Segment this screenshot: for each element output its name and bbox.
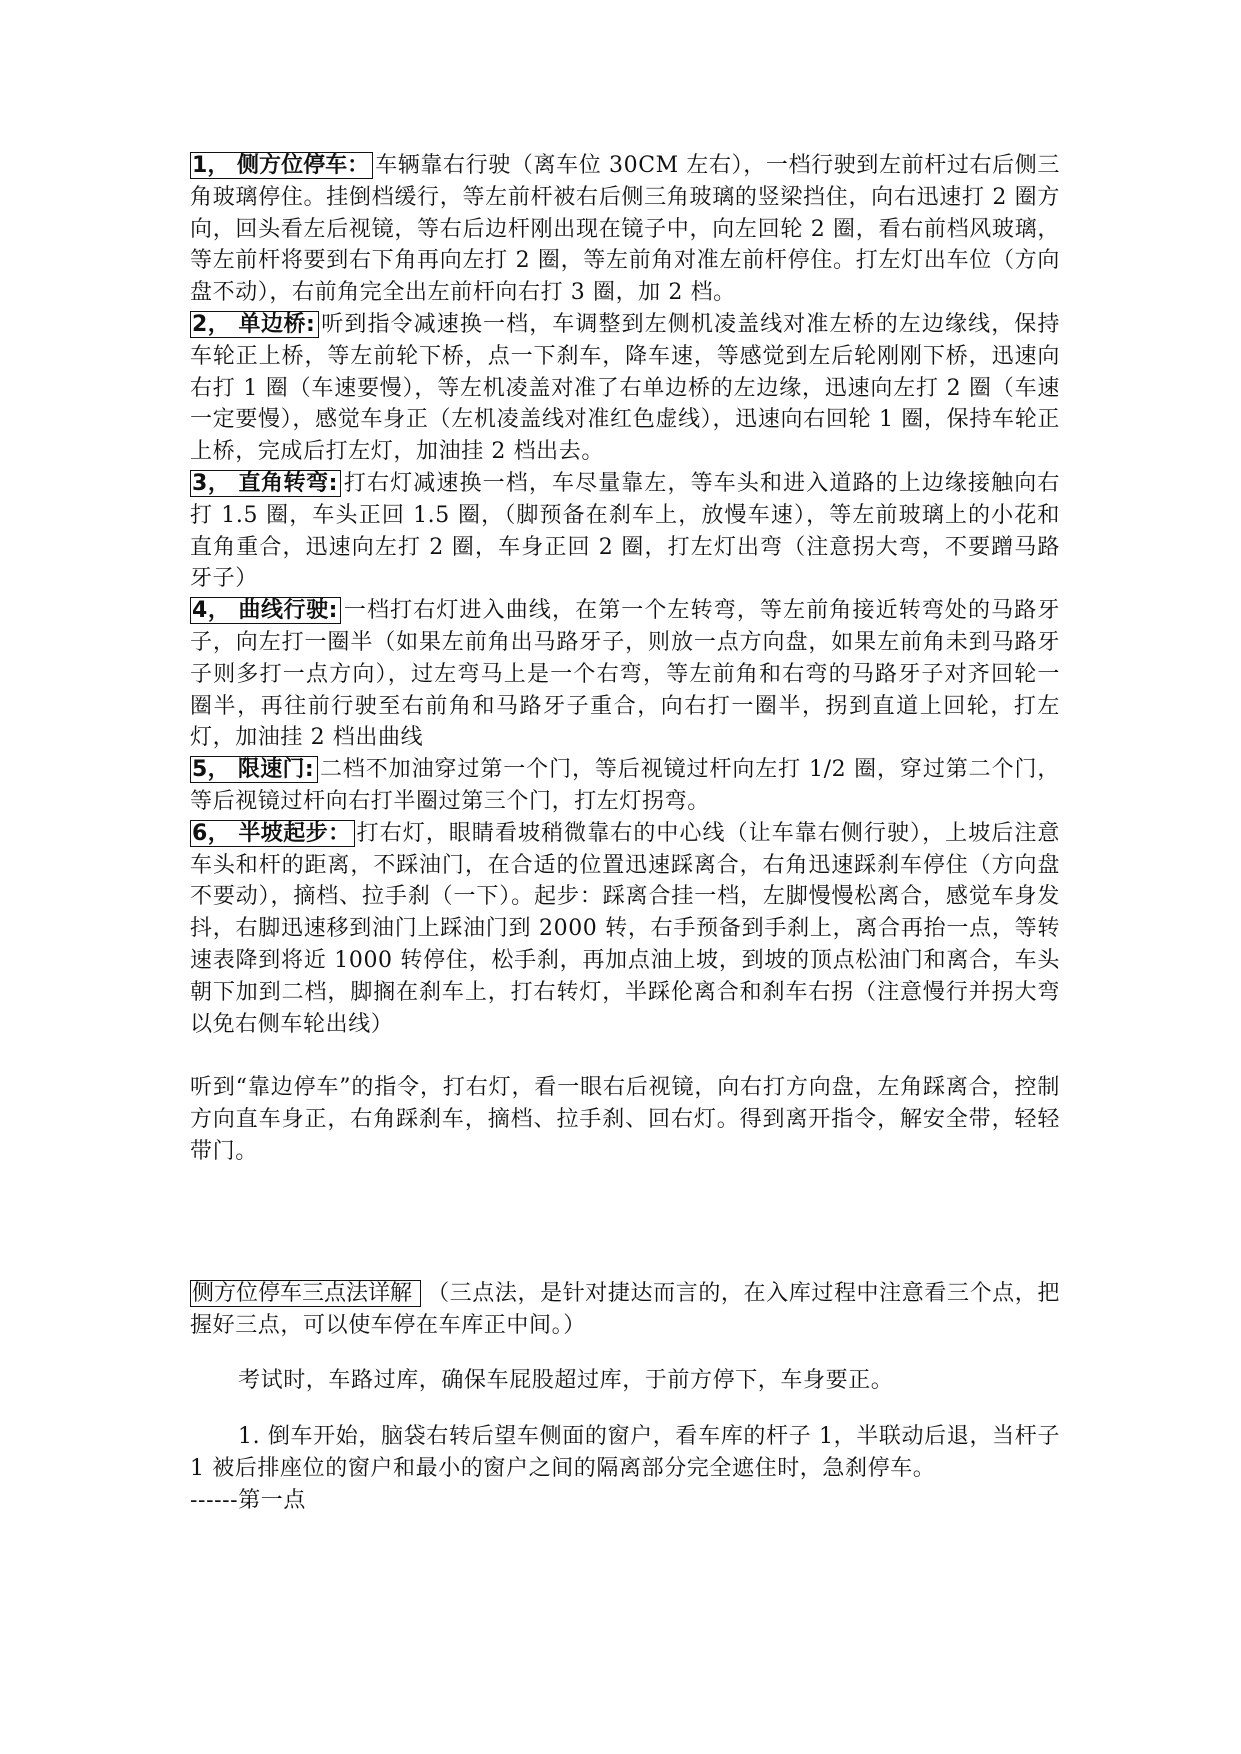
section-title: 3， 直角转弯: [190, 470, 341, 497]
section-title: 4， 曲线行驶: [190, 597, 341, 624]
three-point-first-point: ------第一点 [190, 1487, 307, 1513]
section-title: 5， 限速门: [190, 756, 318, 783]
document-page [190, 150, 1060, 1516]
section-hill-start [190, 818, 1060, 1041]
section-text: 打右灯，眼睛看坡稍微靠右的中心线（让车靠右侧行驶），上坡后注意车头和杆的距离，不踩油门，在合适的位置迅速踩离合，右角迅速踩刹车停住（方向盘不要动），摘档、拉手刹（一下）。起步：踩离合挂一档，左脚慢慢松离合，感觉车身发抖，右脚迅速移到油门上踩油门到 2000 转，右手预备到手刹上，离合再抬一点，等转速表降到将近 1000 转停住，松手刹，再加点油上坡，到坡的顶点松油门和离合，车头朝下加到二档，脚搁在刹车上，打右转灯，半踩伦离合和刹车右拐（注意慢行并拐大弯以免右侧车轮出线） [190, 820, 1060, 1037]
three-point-para-1: 考试时，车路过库，确保车屁股超过库，于前方停下，车身要正。 [238, 1368, 894, 1394]
section-title: 1， 侧方位停车： [190, 152, 373, 179]
section-title: 2， 单边桥: [190, 311, 319, 338]
three-point-title: 侧方位停车三点法详解 [190, 1280, 421, 1307]
pull-over-paragraph: 听到“靠边停车”的指令，打右灯，看一眼右后视镜，向右打方向盘，左角踩离合，控制方向直车身正，右角踩刹车，摘档、拉手刹、回右灯。得到离开指令，解安全带，轻轻带门。 [190, 1075, 1060, 1164]
section-right-angle-turn [190, 468, 1060, 595]
section-speed-gate [190, 754, 1060, 818]
section-single-bridge [190, 309, 1060, 468]
section-text: 车辆靠右行驶（离车位 30CM 左右），一档行驶到左前杆过右后侧三角玻璃停住。挂倒档缓行，等左前杆被右后侧三角玻璃的竖梁挡住，向右迅速打 2 圈方向，回头看左后视镜，等右后边杆刚出现在镜子中，向左回轮 2 圈，看右前档风玻璃，等左前杆将要到右下角再向左打 2 圈，等左前角对准左前杆停住。打左灯出车位（方向盘不动），右前角完全出左前杆向右打 3 圈，加 2 档。 [190, 153, 1060, 306]
section-text: 打右灯减速换一档，车尽量靠左，等车头和进入道路的上边缘接触向右打 1.5 圈，车头正回 1.5 圈，（脚预备在刹车上，放慢车速），等左前玻璃上的小花和直角重合，迅速向左打 2 圈，车身正回 2 圈，打左灯出弯（注意拐大弯，不要蹭马路牙子） [190, 470, 1061, 592]
three-point-intro [190, 1278, 1060, 1342]
section-text: 一档打右灯进入曲线，在第一个左转弯，等左前角接近转弯处的马路牙子，向左打一圈半（如果左前角出马路牙子，则放一点方向盘，如果左前角未到马路牙子则多打一点方向），过左弯马上是一个右弯，等左前角和右弯的马路牙子对齐回轮一圈半，再往前行驶至右前角和马路牙子重合，向右打一圈半，拐到直道上回轮，打左灯，加油挂 2 档出曲线 [190, 598, 1061, 751]
three-point-para-2: 1. 倒车开始，脑袋右转后望车侧面的窗户，看车库的杆子 1，半联动后退，当杆子 1 被后排座位的窗户和最小的窗户之间的隔离部分完全遮住时，急刹停车。 [190, 1424, 1060, 1481]
section-text: 二档不加油穿过第一个门，等后视镜过杆向左打 1/2 圈，穿过第二个门，等后视镜过杆向右打半圈过第三个门，打左灯拐弯。 [190, 757, 1060, 814]
section-curve-driving [190, 595, 1060, 754]
section-title: 6， 半坡起步： [190, 820, 355, 847]
section-side-parking [190, 150, 1060, 309]
three-point-intro-text: （三点法，是针对捷达而言的，在入库过程中注意看三个点，把握好三点，可以使车停在车库正中间。） [190, 1280, 1060, 1338]
section-text: 听到指令减速换一档，车调整到左侧机凌盖线对准左桥的左边缘线，保持车轮正上桥，等左前轮下桥，点一下刹车，降车速，等感觉到左后轮刚刚下桥，迅速向右打 1 圈（车速要慢），等左机凌盖对准了右单边桥的左边缘，迅速向左打 2 圈（车速一定要慢），感觉车身正（左机凌盖线对准红色虚线），迅速向右回轮 1 圈，保持车轮正上桥，完成后打左灯，加油挂 2 档出去。 [190, 311, 1061, 465]
